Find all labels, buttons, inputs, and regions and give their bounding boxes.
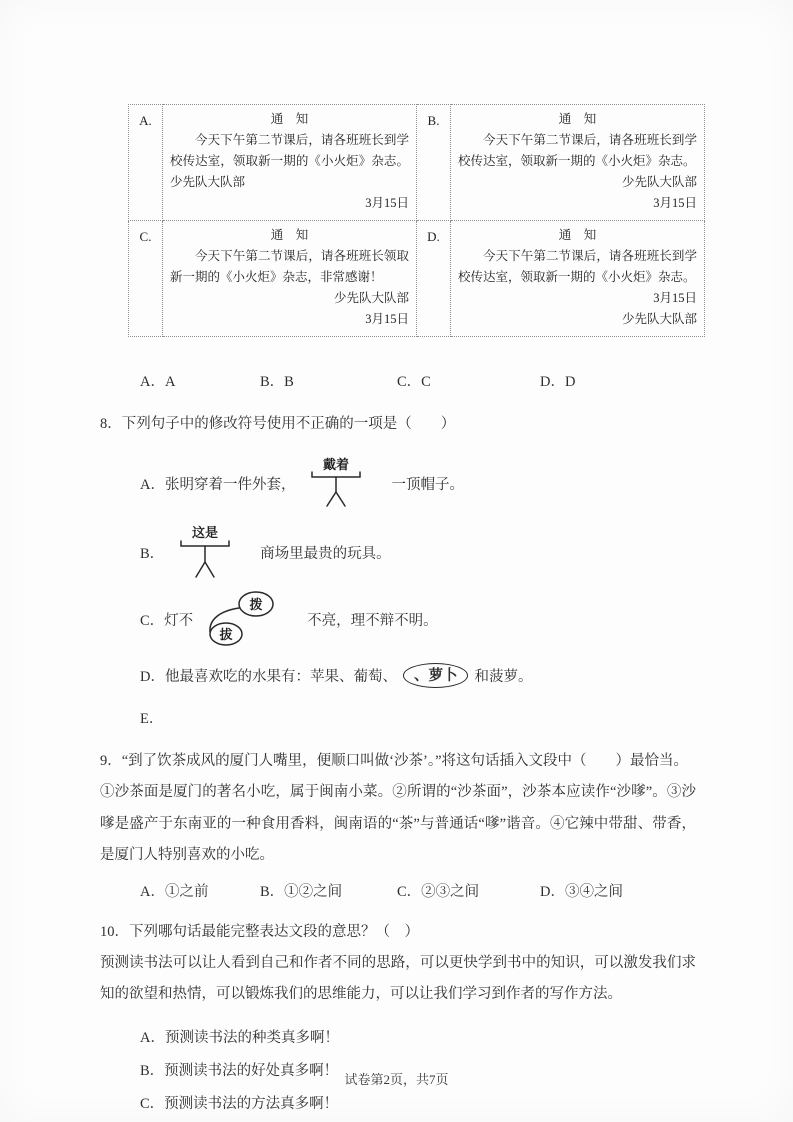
q9-stem: 9．“到了饮茶成风的厦门人嘴里，便顺口叫做‘沙茶’。”将这句话插入文段中（ ）最恰当。 bbox=[100, 753, 689, 769]
notice-a-title: 通 知 bbox=[270, 112, 309, 126]
q9-option-b: B．①②之间 bbox=[260, 883, 343, 900]
q8-stem: 8．下列句子中的修改符号使用不正确的一项是（ ） bbox=[100, 416, 456, 432]
notice-d-date: 3月15日 bbox=[653, 291, 697, 305]
q10-option-c: C．预测读书法的方法真多啊！ bbox=[140, 1095, 339, 1112]
notice-row-2 bbox=[129, 221, 705, 337]
page-content bbox=[100, 104, 696, 1115]
page-footer: 试卷第2页，共7页 bbox=[344, 1072, 449, 1087]
q10-stem: 10．下列哪句话最能完整表达文段的意思？（ ） bbox=[100, 923, 419, 940]
q8-option-c bbox=[140, 588, 696, 650]
notice-a bbox=[163, 105, 417, 221]
q8-d-pre: 他最喜欢吃的水果有：苹果、葡萄、 bbox=[164, 668, 397, 685]
q10-option-a: A．预测读书法的种类真多啊！ bbox=[140, 1029, 339, 1046]
q7-option-b: B．B bbox=[260, 374, 294, 390]
q9-passage: ①沙茶面是厦门的著名小吃，属于闽南小菜。②所谓的“沙茶面”，沙茶本应读作“沙嗲”。③沙嗲是盛产于东南亚的一种食用香料，闽南语的“茶”与普通话“嗲”谐音。④它辣中带甜、带香，是厦门人特别喜欢的小吃。 bbox=[100, 784, 696, 863]
q8-option-b bbox=[140, 518, 696, 586]
q8-a-pre: 张明穿着一件外套， bbox=[164, 476, 296, 493]
q8-c-pre: 灯不 bbox=[164, 612, 194, 629]
q9-option-c: C．②③之间 bbox=[397, 883, 480, 900]
insertion-mark-icon bbox=[305, 457, 367, 509]
notice-d-title: 通 知 bbox=[558, 228, 597, 242]
notice-b-label: B. bbox=[417, 105, 451, 221]
q8-d-label: D． bbox=[140, 668, 165, 685]
notice-b bbox=[451, 105, 705, 221]
q8-a-post: 一顶帽子。 bbox=[391, 476, 464, 493]
notice-c-date: 3月15日 bbox=[365, 312, 409, 326]
q8-option-d bbox=[140, 658, 696, 692]
notice-c-title: 通 知 bbox=[270, 228, 309, 242]
notice-b-date: 3月15日 bbox=[653, 196, 697, 210]
q7-option-a: A．A bbox=[140, 374, 176, 390]
svg-text:拔: 拔 bbox=[219, 627, 233, 642]
svg-text:戴着: 戴着 bbox=[323, 457, 350, 472]
q8-d-post: 和菠萝。 bbox=[474, 668, 533, 685]
notice-b-signature: 少先队大队部 bbox=[621, 175, 697, 189]
q9-answer-row bbox=[140, 881, 696, 903]
q7-option-d: D．D bbox=[540, 374, 576, 390]
notice-c-body: 今天下午第二节课后，请各班班长领取新一期的《小火炬》杂志，非常感谢！ bbox=[170, 249, 409, 284]
q10-passage: 预测读书法可以让人看到自己和作者不同的思路，可以更快学到书中的知识，可以激发我们求知的欲望和热情，可以锻炼我们的思维能力，可以让我们学习到作者的写作方法。 bbox=[100, 954, 696, 1002]
q8-a-label: A． bbox=[140, 476, 165, 493]
q8-option-a bbox=[140, 452, 696, 514]
q8-b-post: 商场里最贵的玩具。 bbox=[260, 545, 391, 562]
deletion-circle-mark: 、萝卜 bbox=[403, 663, 469, 688]
q9-option-d: D．③④之间 bbox=[540, 883, 623, 900]
notice-a-body: 今天下午第二节课后，请各班班长到学校传达室，领取新一期的《小火炬》杂志。少先队大队部 bbox=[170, 133, 409, 189]
q8-c-post: 不亮，理不辩不明。 bbox=[307, 612, 438, 629]
notice-d-body: 今天下午第二节课后，请各班班长到学校传达室，领取新一期的《小火炬》杂志。 bbox=[458, 249, 697, 284]
q7-answer-row bbox=[140, 371, 696, 393]
notice-b-title: 通 知 bbox=[558, 112, 597, 126]
insertion-mark-icon bbox=[174, 524, 236, 580]
notice-b-body: 今天下午第二节课后，请各班班长到学校传达室，领取新一期的《小火炬》杂志。 bbox=[458, 133, 697, 168]
notice-d-label: D. bbox=[417, 221, 451, 337]
q8-c-label: C． bbox=[140, 612, 165, 629]
notice-d bbox=[451, 221, 705, 337]
q7-option-c: C．C bbox=[397, 374, 431, 390]
svg-text:拨: 拨 bbox=[249, 597, 263, 612]
q8-option-e bbox=[140, 706, 696, 728]
svg-text:这是: 这是 bbox=[192, 525, 219, 540]
replacement-mark-icon bbox=[203, 590, 283, 648]
notice-c-label: C. bbox=[129, 221, 163, 337]
q8-e-label: E． bbox=[140, 710, 164, 727]
notice-c bbox=[163, 221, 417, 337]
q10-option-b: B．预测读书法的好处真多啊！ bbox=[140, 1062, 339, 1079]
q8-b-label: B． bbox=[140, 545, 165, 562]
notice-row-1 bbox=[129, 105, 705, 221]
notice-a-label: A. bbox=[129, 105, 163, 221]
notice-table bbox=[128, 104, 705, 337]
q9-option-a: A．①之前 bbox=[140, 883, 209, 900]
notice-d-signature: 少先队大队部 bbox=[621, 312, 697, 326]
notice-a-date: 3月15日 bbox=[365, 196, 409, 210]
notice-c-signature: 少先队大队部 bbox=[333, 291, 409, 305]
